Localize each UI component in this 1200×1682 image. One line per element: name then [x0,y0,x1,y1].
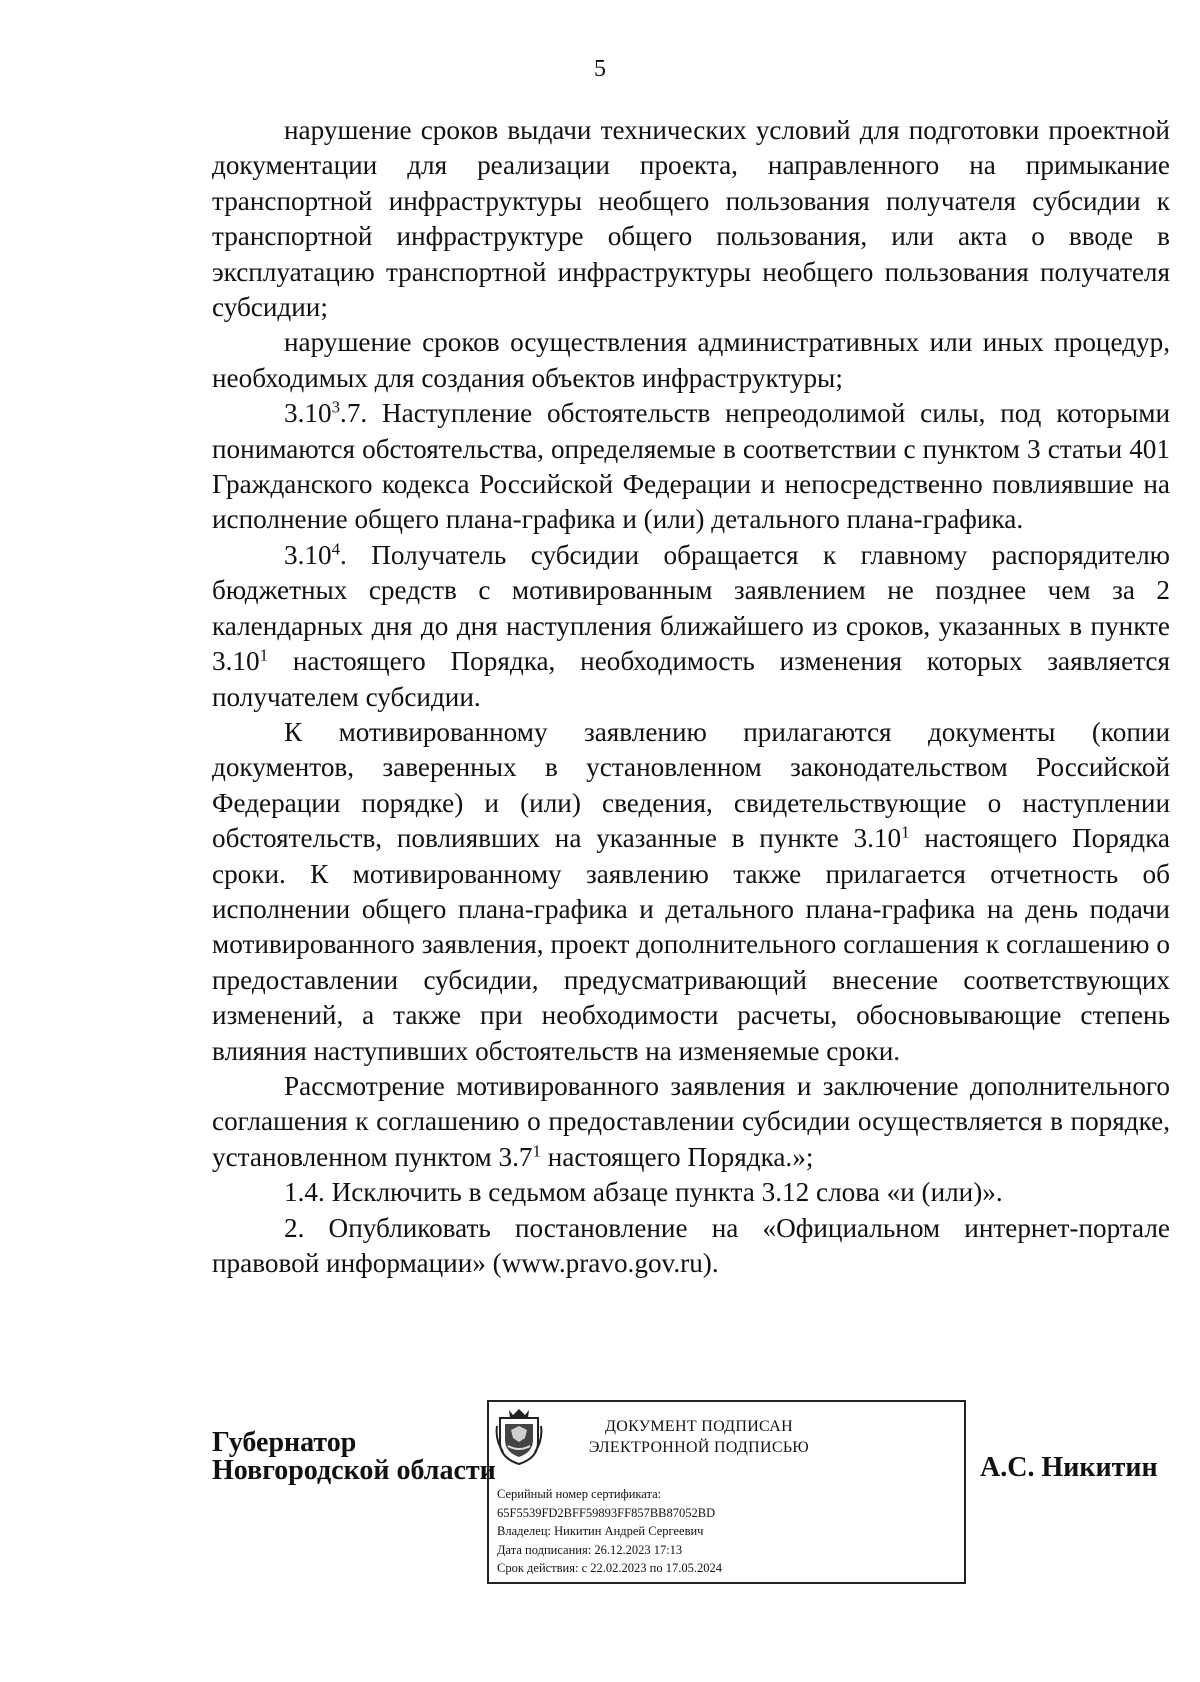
paragraph-text: нарушение сроков осуществления административных или иных процедур, необходимых для создания объектов инфраструктуры; [212,327,1170,393]
paragraph [212,715,1170,1069]
paragraph-text: 3.10 [284,539,332,570]
page-number: 5 [594,56,606,82]
paragraph [212,113,1170,325]
paragraph-text: 2. Опубликовать постановление на «Официальном интернет-портале правовой информации» (www.pravo.gov.ru). [212,1212,1170,1278]
stamp-heading-line2: ЭЛЕКТРОННОЙ ПОДПИСЬЮ [588,1439,810,1456]
paragraph [212,1069,1170,1175]
paragraph-text: настоящего Порядка.»; [540,1141,814,1172]
document-body [212,113,1170,1281]
certificate-number: 65F5539FD2BFF59893FF857BB87052BD [497,1505,716,1520]
paragraph-text: нарушение сроков выдачи технических условий для подготовки проектной документации для реализации проекта, направленного на примыкание транспортной инфраструктуры необщего пользования получателя субсидии к транспортной инфраструктуре общего пользования, или акта о вводе в эксплуатацию транспортной инфраструктуры необщего пользования получателя субсидии; [212,115,1170,323]
paragraph [212,1211,1170,1282]
stamp-heading [549,1416,849,1458]
governor-title-line1: Губернатор [212,1427,357,1458]
signing-date: Дата подписания: 26.12.2023 17:13 [497,1542,683,1557]
coat-of-arms-icon [495,1406,543,1466]
governor-title [212,1429,496,1485]
paragraph [212,538,1170,715]
stamp-details [497,1485,722,1578]
paragraph-text: настоящего Порядка сроки. К мотивированному заявлению также прилагается отчетность об исполнении общего плана-графика и детального плана-графика на день подачи мотивированного заявления, проект дополнительного соглашения к соглашению о предоставлении субсидии, предусматривающий внесение соответствующих изменений, а также при необходимости расчеты, обосновывающие степень влияния наступивших обстоятельств на изменяемые сроки. [212,823,1170,1066]
paragraph-text: .7. Наступление обстоятельств непреодолимой силы, под которыми понимаются обстоятельства, определяемые в соответствии с пунктом 3 статьи 401 Гражданского кодекса Российской Федерации и непосредственно повлиявшие на исполнение общего плана-графика и (или) детального плана-графика. [212,398,1170,535]
certificate-validity: Срок действия: с 22.02.2023 по 17.05.2024 [497,1561,722,1575]
paragraph-text: . Получатель субсидии обращается к главному распорядителю бюджетных средств с мотивированным заявлением не позднее чем за 2 календарных дня до дня наступления ближайшего из сроков, указанных в пункте 3.10 [212,539,1170,677]
stamp-heading-line1: ДОКУМЕНТ ПОДПИСАН [605,1418,793,1435]
paragraph [212,1175,1170,1210]
paragraph-text: 1.4. Исключить в седьмом абзаце пункта 3.12 слова «и (или)». [284,1177,1003,1208]
certificate-label: Серийный номер сертификата: [497,1487,662,1501]
paragraph-text: настоящего Порядка, необходимость изменения которых заявляется получателем субсидии. [212,646,1170,712]
paragraph-text: К мотивированному заявлению прилагаются документы (копии документов, заверенных в установленном законодательством Российской Федерации порядке) и (или) сведения, свидетельствующие о наступлении обстоятельств, повлиявших на указанные в пункте 3.10 [212,716,1170,854]
signer-name: А.С. Никитин [980,1452,1158,1483]
superscript: 1 [259,645,269,665]
electronic-signature-stamp [487,1400,966,1584]
certificate-owner: Владелец: Никитин Андрей Сергеевич [497,1524,704,1538]
governor-title-line2: Новгородской области [212,1455,496,1486]
superscript: 3 [331,397,341,417]
superscript: 4 [331,539,341,559]
superscript: 1 [901,822,910,842]
paragraph [212,325,1170,396]
paragraph-text: 3.10 [284,398,332,429]
paragraph-text: Рассмотрение мотивированного заявления и заключение дополнительного соглашения к соглашению о предоставлении субсидии осуществляется в порядке, установленном пунктом 3.7 [212,1070,1170,1172]
superscript: 1 [532,1141,541,1161]
paragraph [212,396,1170,538]
